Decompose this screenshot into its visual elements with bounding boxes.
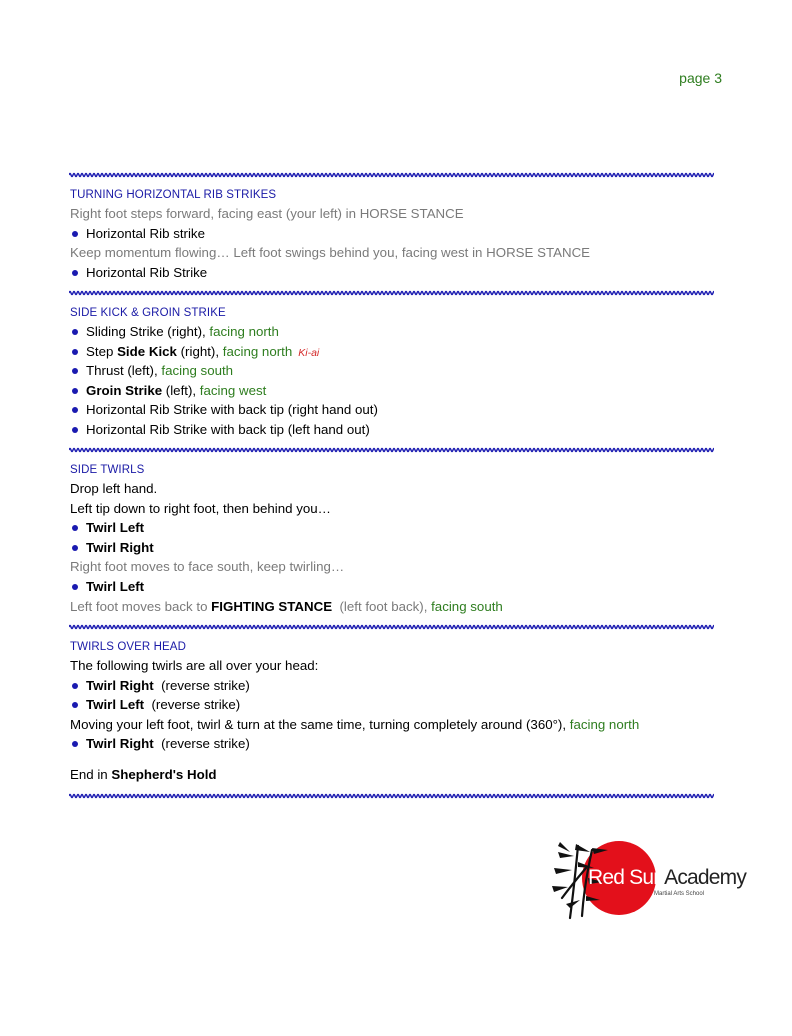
- section-side-kick-groin-strike: [70, 305, 720, 440]
- bullet-icon: [72, 545, 78, 551]
- bullet-icon: [72, 349, 78, 355]
- instruction-line: Left foot moves back to FIGHTING STANCE (left foot back), facing south: [70, 598, 503, 614]
- wavy-divider: [69, 793, 714, 799]
- bullet-icon: [72, 584, 78, 590]
- bullet-icon: [72, 407, 78, 413]
- kiai-note: Ki-ai: [298, 346, 320, 359]
- list-item: Twirl Left: [70, 518, 720, 538]
- list-item: Step Side Kick (right), facing north Ki-ai: [70, 342, 720, 362]
- list-item: Groin Strike (left), facing west: [70, 381, 720, 401]
- bullet-icon: [72, 388, 78, 394]
- list-item: Twirl Left (reverse strike): [70, 695, 720, 715]
- bullet-icon: [72, 525, 78, 531]
- instruction-line: Moving your left foot, twirl & turn at the same time, turning completely around (360°), facing north: [70, 716, 640, 732]
- instruction-line: Right foot moves to face south, keep twirling…: [70, 559, 345, 575]
- section-heading: TWIRLS OVER HEAD: [70, 641, 186, 653]
- logo-subtitle: Martial Arts School: [654, 891, 705, 897]
- bullet-icon: [72, 702, 78, 708]
- wavy-divider: [69, 172, 714, 178]
- list-item: Sliding Strike (right), facing north: [70, 322, 720, 342]
- wavy-divider: [69, 447, 714, 453]
- ending-line: End in Shepherd's Hold: [70, 766, 217, 782]
- bullet-icon: [72, 368, 78, 374]
- section-twirls-over-head: [70, 639, 720, 785]
- list-item: Twirl Right (reverse strike): [70, 734, 720, 754]
- section-side-twirls: [70, 462, 720, 616]
- list-item: Horizontal Rib Strike with back tip (right hand out): [70, 400, 720, 420]
- instruction-line: Drop left hand.: [70, 481, 158, 496]
- page-number: page 3: [679, 70, 722, 86]
- bullet-icon: [72, 427, 78, 433]
- instruction-line: Keep momentum flowing… Left foot swings behind you, facing west in HORSE STANCE: [70, 245, 591, 261]
- instruction-line: Left tip down to right foot, then behind you…: [70, 500, 331, 516]
- section-heading: TURNING HORIZONTAL RIB STRIKES: [70, 189, 277, 201]
- bullet-icon: [72, 329, 78, 335]
- logo-wordmark: Red SunAcademy: [588, 866, 747, 889]
- list-item: Thrust (left), facing south: [70, 361, 720, 381]
- list-item: Twirl Right: [70, 538, 720, 558]
- list-item: Horizontal Rib strike: [70, 224, 720, 244]
- list-item: Horizontal Rib Strike with back tip (left hand out): [70, 420, 720, 440]
- wavy-divider: [69, 290, 714, 296]
- bullet-icon: [72, 683, 78, 689]
- bullet-icon: [72, 741, 78, 747]
- section-heading: SIDE KICK & GROIN STRIKE: [70, 307, 226, 319]
- bullet-icon: [72, 231, 78, 237]
- instruction-line: The following twirls are all over your head:: [70, 658, 319, 673]
- list-item: Twirl Left: [70, 577, 720, 597]
- section-turning-horizontal-rib-strikes: [70, 187, 720, 282]
- section-heading: SIDE TWIRLS: [70, 464, 145, 476]
- instruction-line: Right foot steps forward, facing east (your left) in HORSE STANCE: [70, 206, 464, 221]
- list-item: Twirl Right (reverse strike): [70, 676, 720, 696]
- list-item: Horizontal Rib Strike: [70, 263, 720, 283]
- wavy-divider: [69, 624, 714, 630]
- bullet-icon: [72, 270, 78, 276]
